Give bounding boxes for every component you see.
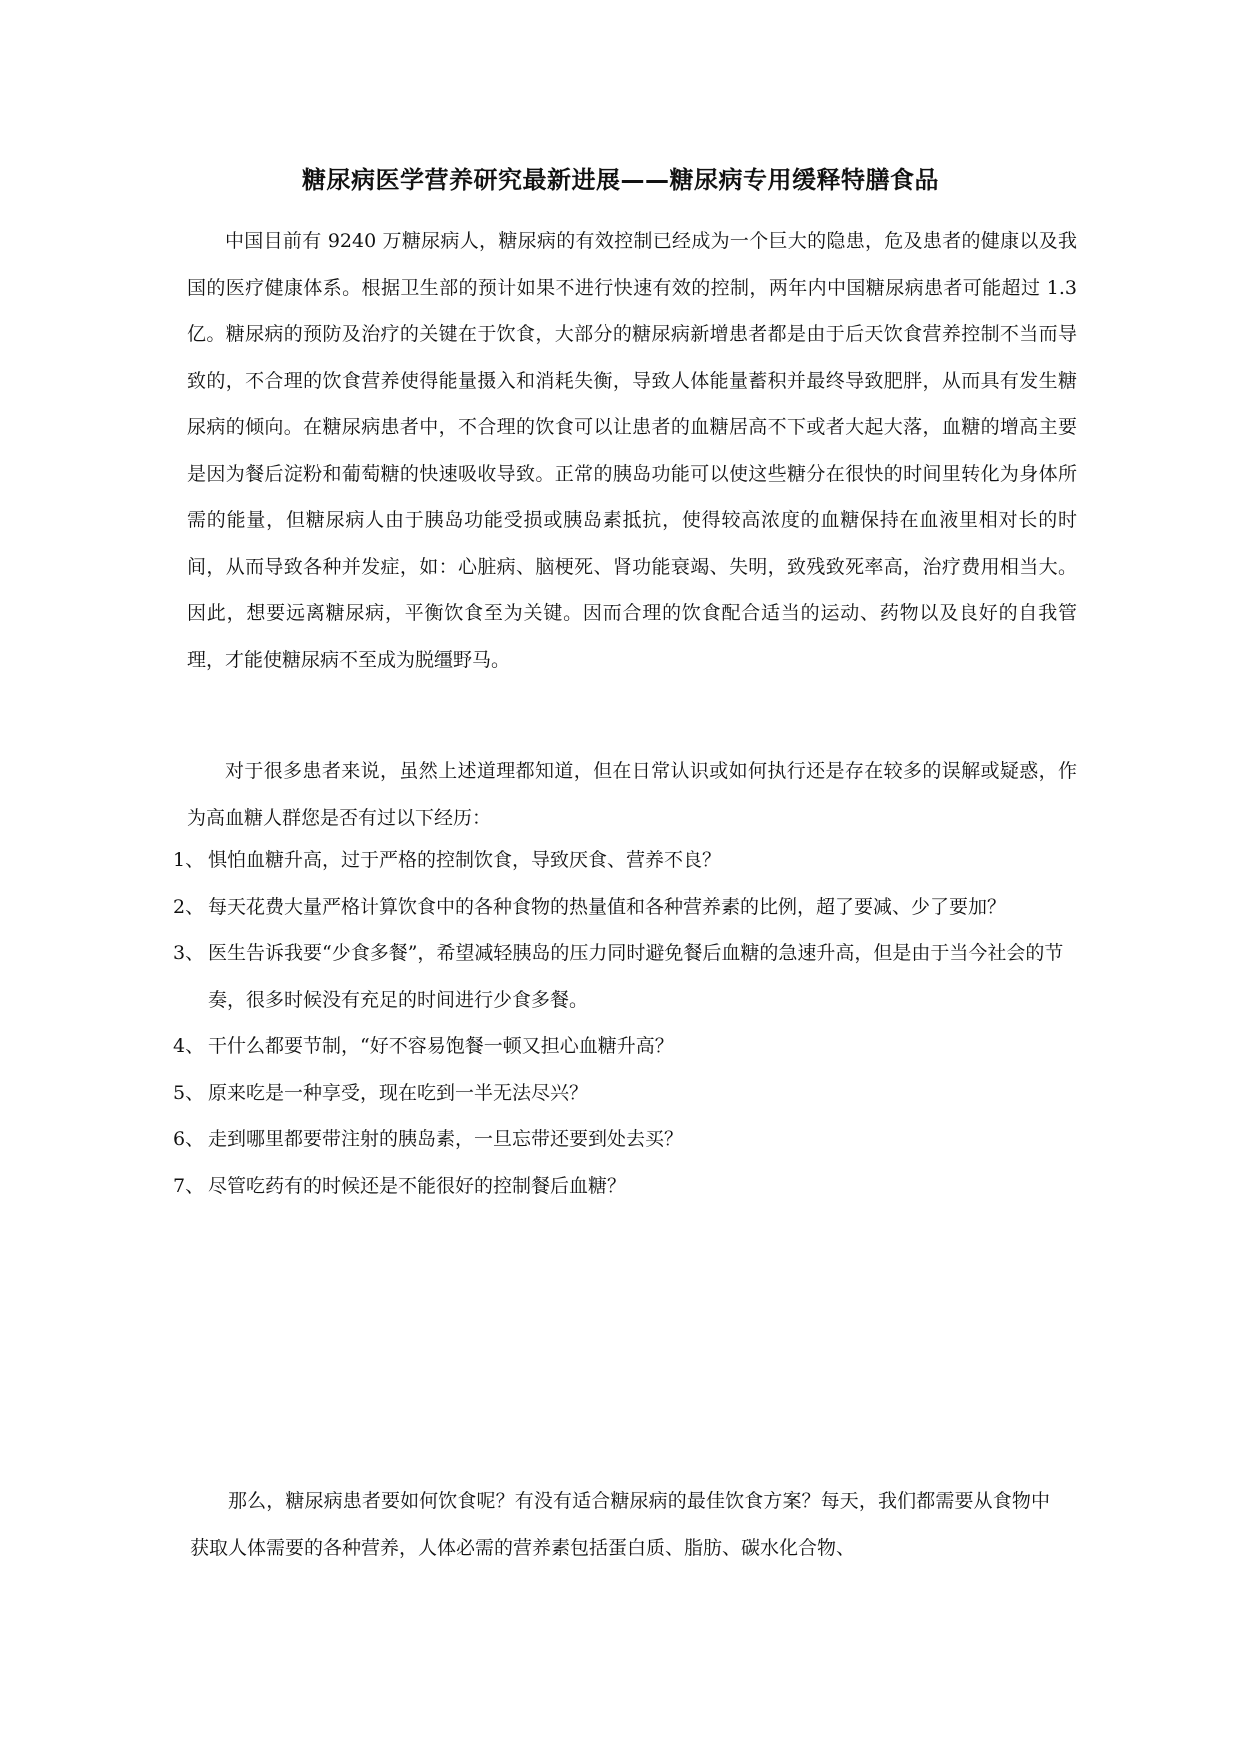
list-item-number: 5、 — [173, 1081, 205, 1104]
list-item — [173, 930, 1077, 1023]
list-item — [173, 1163, 1077, 1210]
list-item-text: 医生告诉我要“少食多餐”，希望减轻胰岛的压力同时避免餐后血糖的急速升高，但是由于当今社会的节奏，很多时候没有充足的时间进行少食多餐。 — [208, 942, 1064, 1011]
list-item-text: 尽管吃药有的时候还是不能很好的控制餐后血糖？ — [208, 1174, 627, 1197]
list-item-number: 4、 — [173, 1035, 205, 1057]
list-item-number: 2、 — [173, 895, 205, 918]
paragraph-diet-question: 那么，糖尿病患者要如何饮食呢？有没有适合糖尿病的最佳饮食方案？每天，我们都需要从食物中获取人体需要的各种营养，人体必需的营养素包括蛋白质、脂肪、碳水化合物、 — [190, 1490, 1050, 1559]
list-item-text: 惧怕血糖升高，过于严格的控制饮食，导致厌食、营养不良？ — [208, 849, 722, 871]
list-item-number: 7、 — [173, 1174, 205, 1197]
list-item-text: 每天花费大量严格计算饮食中的各种食物的热量值和各种营养素的比例，超了要减、少了要加？ — [208, 895, 1007, 918]
paragraph-question-intro: 对于很多患者来说，虽然上述道理都知道，但在日常认识或如何执行还是存在较多的误解或疑惑，作为高血糖人群您是否有过以下经历： — [187, 760, 1077, 829]
list-item-number: 1、 — [173, 849, 205, 871]
list-item — [173, 1116, 1077, 1163]
list-item — [173, 884, 1077, 931]
document-title: 糖尿病医学营养研究最新进展——糖尿病专用缓释特膳食品 — [302, 166, 939, 194]
experience-list — [173, 837, 1077, 1209]
list-item — [173, 1023, 1077, 1070]
list-item-text: 干什么都要节制，“好不容易饱餐一顿又担心血糖升高？ — [208, 1035, 674, 1057]
list-item-text: 原来吃是一种享受，现在吃到一半无法尽兴？ — [208, 1081, 589, 1104]
list-item-number: 3、 — [173, 942, 205, 964]
list-item-text: 走到哪里都要带注射的胰岛素，一旦忘带还要到处去买？ — [208, 1128, 684, 1150]
list-item — [173, 837, 1077, 884]
list-item-number: 6、 — [173, 1128, 205, 1150]
list-item — [173, 1070, 1077, 1117]
paragraph-intro: 中国目前有 9240 万糖尿病人，糖尿病的有效控制已经成为一个巨大的隐患，危及患者的健康以及我国的医疗健康体系。根据卫生部的预计如果不进行快速有效的控制，两年内中国糖尿病患者可能超过 1.3 亿。糖尿病的预防及治疗的关键在于饮食，大部分的糖尿病新增患者都是由于后天饮食营养控制不当而导致的，不合理的饮食营养使得能量摄入和消耗失衡，导致人体能量蓄积并最终导致肥胖，从而具有发生糖尿病的倾向。在糖尿病患者中，不合理的饮食可以让患者的血糖居高不下或者大起大落，血糖的增高主要是因为餐后淀粉和葡萄糖的快速吸收导致。正常的胰岛功能可以使这些糖分在很快的时间里转化为身体所需的能量，但糖尿病人由于胰岛功能受损或胰岛素抵抗，使得较高浓度的血糖保持在血液里相对长的时间，从而导致各种并发症，如：心脏病、脑梗死、肾功能衰竭、失明，致残致死率高，治疗费用相当大。因此，想要远离糖尿病，平衡饮食至为关键。因而合理的饮食配合适当的运动、药物以及良好的自我管理，才能使糖尿病不至成为脱缰野马。 — [187, 230, 1077, 671]
